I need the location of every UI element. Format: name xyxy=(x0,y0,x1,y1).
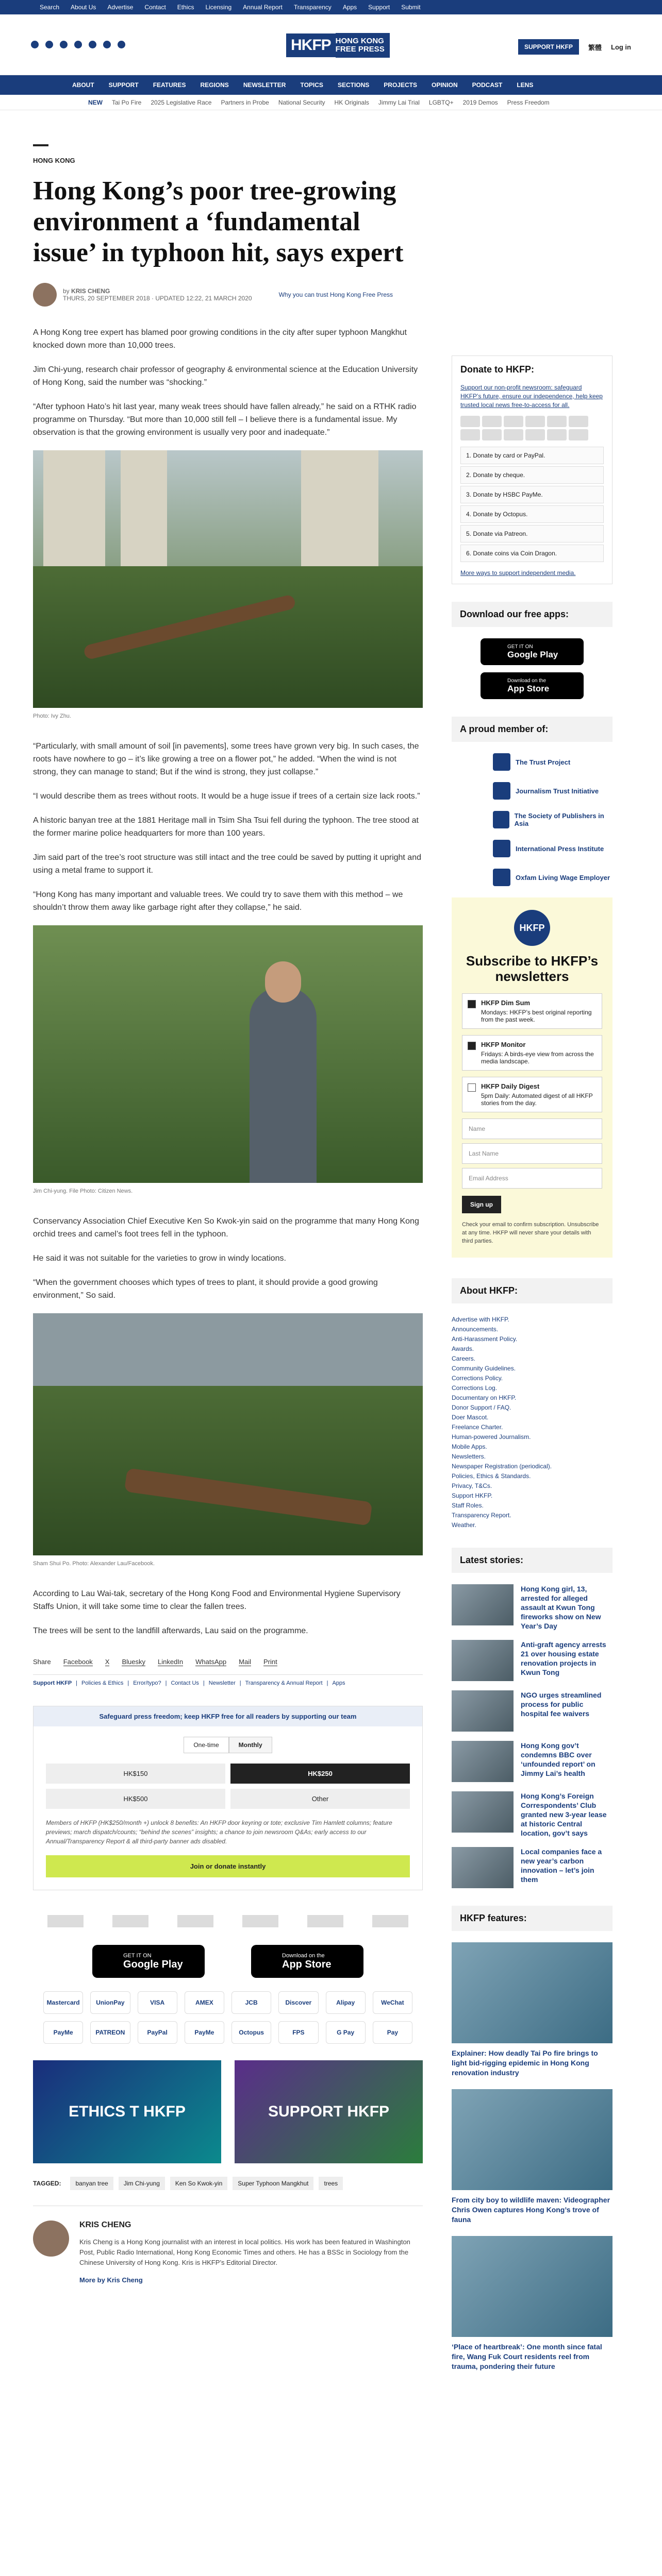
partner-logos xyxy=(33,1906,423,1937)
latest-story[interactable]: NGO urges streamlined process for public hospital fee waivers xyxy=(452,1690,613,1732)
tag[interactable]: Ken So Kwok-yin xyxy=(170,2177,227,2190)
donate-option[interactable]: 5. Donate via Patreon. xyxy=(460,525,604,543)
telegram-icon[interactable] xyxy=(89,41,96,48)
about-link[interactable]: Awards. xyxy=(452,1345,474,1352)
nav-podcast[interactable]: PODCAST xyxy=(472,81,503,89)
payment-logo: PayMe xyxy=(185,2021,224,2044)
google-play-badge[interactable]: GET IT ON Google Play xyxy=(481,638,584,665)
payment-logo: G Pay xyxy=(326,2021,366,2044)
support-promo[interactable]: SUPPORT HKFP xyxy=(235,2060,423,2163)
about-link[interactable]: Newsletters. xyxy=(452,1453,486,1460)
donate-option[interactable]: 4. Donate by Octopus. xyxy=(460,505,604,523)
paragraph: A Hong Kong tree expert has blamed poor growing conditions in the city after super typhoon Mangkhut knocked down more than 10,000 trees. xyxy=(33,328,407,350)
share-x[interactable]: X xyxy=(105,1658,110,1666)
share-label: Share xyxy=(33,1658,51,1666)
apps-link[interactable]: Apps xyxy=(342,4,357,11)
amount-option[interactable]: Other xyxy=(230,1789,410,1809)
one-time-option[interactable]: One-time xyxy=(184,1737,228,1753)
licensing-link[interactable]: Licensing xyxy=(205,4,232,11)
rss-icon[interactable] xyxy=(118,41,125,48)
about-link[interactable]: Transparency Report. xyxy=(452,1512,511,1519)
more-ways-link[interactable]: More ways to support independent media. xyxy=(460,569,576,577)
article-title: Hong Kong’s poor tree-growing environment a ‘fundamental issue’ in typhoon hit, says expert xyxy=(33,176,404,267)
latest-story[interactable]: Anti-graft agency arrests 21 over housing estate renovation projects in Kwun Tong xyxy=(452,1640,613,1681)
tag[interactable]: Super Typhoon Mangkhut xyxy=(233,2177,313,2190)
partner-logo xyxy=(112,1915,148,1927)
category-rule xyxy=(33,144,48,146)
author-box xyxy=(33,2221,423,2284)
monthly-option[interactable]: Monthly xyxy=(229,1737,272,1753)
donate-headline[interactable]: Safeguard press freedom; keep HKFP free for all readers by supporting our team xyxy=(34,1706,422,1726)
tag-list xyxy=(33,2177,423,2206)
byline xyxy=(33,283,423,307)
trending-label: NEW xyxy=(88,98,103,106)
about-title: About HKFP: xyxy=(452,1278,613,1303)
app-badges xyxy=(33,1945,423,1978)
payment-logo: PATREON xyxy=(90,2021,130,2044)
submit-link[interactable]: Submit xyxy=(401,4,421,11)
paragraph: “I would describe them as trees without roots. It would be a huge issue if trees of a certain size lack roots.” xyxy=(33,792,420,801)
trending-bar xyxy=(0,95,662,110)
apps-title: Download our free apps: xyxy=(452,602,613,627)
social-icons xyxy=(31,41,125,48)
payment-logo: PayMe xyxy=(43,2021,83,2044)
article-column xyxy=(33,129,423,2284)
policy-link[interactable]: Newsletter xyxy=(208,1680,236,1686)
frequency-toggle xyxy=(34,1737,422,1753)
nav-sections[interactable]: SECTIONS xyxy=(337,81,370,89)
photo-caption: Sham Shui Po. Photo: Alexander Lau/Facebook. xyxy=(33,1561,155,1567)
policy-link[interactable]: Support HKFP xyxy=(33,1680,72,1686)
tag[interactable]: banyan tree xyxy=(70,2177,113,2190)
about-link[interactable]: Advertise with HKFP. xyxy=(452,1316,509,1323)
donate-intro: Support our non-profit newsroom: safeguard HKFP’s future, ensure our independence, help keep trusted local news free-to-access for all. xyxy=(460,384,603,409)
nav-regions[interactable]: REGIONS xyxy=(200,81,229,89)
about-link[interactable]: Doer Mascot. xyxy=(452,1414,489,1421)
newsletter-option[interactable]: HKFP Daily Digest 5pm Daily: Automated digest of all HKFP stories from the day. xyxy=(462,1077,602,1112)
trending-item[interactable]: LGBTQ+ xyxy=(428,98,454,106)
author-avatar xyxy=(33,283,57,307)
feature-image xyxy=(452,2089,613,2190)
nav-lens[interactable]: LENS xyxy=(517,81,534,89)
hkfp-badge: HKFP xyxy=(514,910,550,946)
checkbox-checked-icon xyxy=(468,1042,476,1050)
nav-newsletter[interactable]: NEWSLETTER xyxy=(243,81,286,89)
payment-logo: VISA xyxy=(138,1991,177,2014)
site-logo[interactable] xyxy=(286,33,390,58)
member-title: A proud member of: xyxy=(452,717,613,742)
about-link[interactable]: Newspaper Registration (periodical). xyxy=(452,1463,552,1470)
story-thumbnail xyxy=(452,1640,514,1681)
feature-story[interactable]: From city boy to wildlife maven: Videographer Chris Owen captures Hong Kong’s trove of fauna xyxy=(452,2089,613,2225)
nav-features[interactable]: FEATURES xyxy=(153,81,186,89)
nav-opinion[interactable]: OPINION xyxy=(431,81,458,89)
member-logo[interactable]: Oxfam Living Wage Employer xyxy=(493,869,613,886)
tags-label: TAGGED: xyxy=(33,2180,61,2187)
paragraph: He said it was not suitable for the varieties to grow in windy locations. xyxy=(33,1254,286,1263)
donate-option[interactable]: 2. Donate by cheque. xyxy=(460,466,604,484)
transparency-link[interactable]: Transparency xyxy=(293,4,332,11)
partner-logo xyxy=(242,1915,278,1927)
ethics-link[interactable]: Ethics xyxy=(177,4,194,11)
about-links xyxy=(452,1315,613,1530)
payment-logo: Alipay xyxy=(326,1991,366,2014)
instagram-icon[interactable] xyxy=(60,41,68,48)
partner-logo xyxy=(47,1915,84,1927)
share-whatsapp[interactable]: WhatsApp xyxy=(195,1658,227,1666)
promo-videos xyxy=(33,2060,423,2163)
paragraph: “When the government chooses which types of trees to plant, it should provide a good growing environment,” So said. xyxy=(33,1278,378,1300)
latest-story[interactable]: Hong Kong’s Foreign Correspondents’ Club granted new 3-year lease at historic Central location, gov’t says xyxy=(452,1791,613,1838)
payment-logo: Octopus xyxy=(231,2021,271,2044)
newsletter-signup xyxy=(452,897,613,1258)
feature-image xyxy=(452,2236,613,2337)
member-benefits: Members of HKFP (HK$250/month +) unlock 8 benefits: An HKFP door keyring or tote; exclusive Tim Hamlett columns; feature previews; march dispatch/counts; “behind the scenes” insights; a chance to join newsroom Q&As; early access to our Annual/Transparency Report & all third-party banner ads disabled. xyxy=(46,1819,392,1845)
amount-option[interactable]: HK$250 xyxy=(230,1764,410,1784)
paragraph: Jim said part of the tree’s root structure was still intact and the tree could be saved by putting it upright and using a metal frame to support it. xyxy=(33,853,421,875)
member-logo[interactable]: Journalism Trust Initiative xyxy=(493,782,613,800)
share-mail[interactable]: Mail xyxy=(239,1658,251,1666)
trending-item[interactable]: National Security xyxy=(278,98,325,106)
google-play-badge[interactable]: GET IT ON Google Play xyxy=(92,1945,205,1978)
author-avatar xyxy=(33,2221,69,2257)
donate-widget xyxy=(33,1706,423,1890)
about-link[interactable]: Announcements. xyxy=(452,1326,499,1333)
about-link[interactable]: Policies, Ethics & Standards. xyxy=(452,1472,531,1480)
trending-item[interactable]: 2025 Legislative Race xyxy=(151,98,212,106)
trending-item[interactable]: Tai Po Fire xyxy=(112,98,142,106)
nav-projects[interactable]: PROJECTS xyxy=(384,81,417,89)
trending-item[interactable]: Jimmy Lai Trial xyxy=(378,98,420,106)
paragraph: “Particularly, with small amount of soil [in pavements], some trees have grown very big. In such cases, the roots have nowhere to go – it’s like growing a tree on a flower pot,” he added. “When the wind is not strong, they can manage to stand; But if the wind is strong, they just collapse.” xyxy=(33,742,419,776)
share-print[interactable]: Print xyxy=(263,1658,277,1666)
donate-option[interactable]: 3. Donate by HSBC PayMe. xyxy=(460,486,604,503)
support-hkfp-button[interactable]: SUPPORT HKFP xyxy=(518,39,579,55)
tag[interactable]: trees xyxy=(319,2177,343,2190)
about-link[interactable]: Careers. xyxy=(452,1355,476,1362)
donate-title: Donate to HKFP: xyxy=(460,364,534,375)
story-thumbnail xyxy=(452,1690,514,1732)
feature-image xyxy=(452,1942,613,2043)
logo-text: HONG KONG FREE PRESS xyxy=(336,33,390,58)
donate-options xyxy=(460,447,604,562)
support-link[interactable]: Support xyxy=(368,4,390,11)
latest-title: Latest stories: xyxy=(452,1548,613,1573)
member-logo[interactable]: The Trust Project xyxy=(493,753,613,771)
site-header xyxy=(0,14,662,75)
article-date: THURS, 20 SEPTEMBER 2018 · UPDATED 12:22, 21 MARCH 2020 xyxy=(63,295,252,302)
about-link[interactable]: Corrections Policy. xyxy=(452,1375,503,1382)
newsletter-option[interactable]: HKFP Dim Sum Mondays: HKFP’s best original reporting from the past week. xyxy=(462,993,602,1029)
card-logos xyxy=(460,416,604,440)
top-utility-bar xyxy=(0,0,662,14)
checkbox-checked-icon xyxy=(468,1000,476,1008)
share-linkedin[interactable]: LinkedIn xyxy=(158,1658,184,1666)
nav-topics[interactable]: TOPICS xyxy=(300,81,323,89)
member-logo[interactable]: International Press Institute xyxy=(493,840,613,857)
nav-support[interactable]: SUPPORT xyxy=(108,81,139,89)
about-link[interactable]: About Us xyxy=(71,4,96,11)
contact-link[interactable]: Contact xyxy=(144,4,166,11)
payment-logo: Discover xyxy=(278,1991,318,2014)
latest-story[interactable]: Local companies face a new year’s carbon innovation – let’s join them xyxy=(452,1847,613,1888)
author-name[interactable]: KRIS CHENG xyxy=(71,287,110,295)
paragraph: The trees will be sent to the landfill afterwards, Lau said on the programme. xyxy=(33,1626,308,1635)
trending-item[interactable]: Partners in Probe xyxy=(221,98,269,106)
signup-note: Check your email to confirm subscription. Unsubscribe at any time. HKFP will never share your details with third parties. xyxy=(462,1222,599,1244)
photo-caption: Jim Chi-yung. File Photo: Citizen News. xyxy=(33,1188,133,1194)
trending-item[interactable]: Press Freedom xyxy=(507,98,550,106)
trending-item[interactable]: 2019 Demos xyxy=(462,98,498,106)
story-thumbnail xyxy=(452,1791,514,1833)
fallen-tree-photo xyxy=(33,450,423,708)
story-thumbnail xyxy=(452,1847,514,1888)
author-bio: Kris Cheng is a Hong Kong journalist with an interest in local politics. His work has been featured in Washington Post, Public Radio International, Hong Kong Economic Times and others. He has a BSSc in Sociology from the Chinese University of Hong Kong. Kris is HKFP’s Editorial Director. xyxy=(79,2238,410,2266)
paragraph: Conservancy Association Chief Executive Ken So Kwok-yin said on the programme that many Hong Kong orchid trees and camel’s foot trees fell in the typhoon. xyxy=(33,1217,419,1239)
story-thumbnail xyxy=(452,1741,514,1782)
payment-logo: JCB xyxy=(231,1991,271,2014)
annual-report-link[interactable]: Annual Report xyxy=(243,4,283,11)
app-store-badge[interactable]: Download on the App Store xyxy=(481,672,584,699)
checkbox-icon xyxy=(468,1083,476,1092)
about-link[interactable]: Privacy, T&Cs. xyxy=(452,1482,492,1489)
payment-logo: UnionPay xyxy=(90,1991,130,2014)
donate-option[interactable]: 1. Donate by card or PayPal. xyxy=(460,447,604,464)
logo-mark: HKFP xyxy=(286,33,336,57)
payment-logo: WeChat xyxy=(373,1991,412,2014)
feature-story[interactable]: ‘Place of heartbreak’: One month since fatal fire, Wang Fuk Court residents reel from trauma, pondering their future xyxy=(452,2236,613,2371)
about-link[interactable]: Community Guidelines. xyxy=(452,1365,516,1372)
youtube-icon[interactable] xyxy=(74,41,82,48)
share-facebook[interactable]: Facebook xyxy=(63,1658,93,1666)
amount-option[interactable]: HK$150 xyxy=(46,1764,225,1784)
latest-story[interactable]: Hong Kong girl, 13, arrested for alleged assault at Kwun Tong fireworks show on New Year’s Day xyxy=(452,1584,613,1631)
donate-sidebar-box xyxy=(452,355,613,584)
about-link[interactable]: Documentary on HKFP. xyxy=(452,1394,517,1401)
photo-caption: Photo: Ivy Zhu. xyxy=(33,713,71,719)
byline-text: by KRIS CHENG THURS, 20 SEPTEMBER 2018 · UPDATED 12:22, 21 MARCH 2020 xyxy=(63,287,252,302)
features-title: HKFP features: xyxy=(452,1906,613,1931)
share-bar xyxy=(33,1649,423,1675)
signup-button[interactable]: Sign up xyxy=(462,1196,501,1213)
category-label[interactable]: HONG KONG xyxy=(33,157,75,164)
payment-logo: Mastercard xyxy=(43,1991,83,2014)
linkedin-icon[interactable] xyxy=(103,41,111,48)
payment-methods xyxy=(33,1986,423,2049)
amount-option[interactable]: HK$500 xyxy=(46,1789,225,1809)
share-bluesky[interactable]: Bluesky xyxy=(122,1658,145,1666)
partner-logo xyxy=(372,1915,408,1927)
more-by-author-link[interactable]: More by Kris Cheng xyxy=(79,2276,143,2284)
policy-link[interactable]: Policies & Ethics xyxy=(81,1680,124,1686)
amount-options xyxy=(34,1764,422,1809)
member-logos xyxy=(452,753,613,886)
partner-logo xyxy=(307,1915,343,1927)
about-link[interactable]: Staff Roles. xyxy=(452,1502,484,1509)
feature-story[interactable]: Explainer: How deadly Tai Po fire brings to light bid-rigging epidemic in Hong Kong renovation industry xyxy=(452,1942,613,2078)
trust-link[interactable]: Why you can trust Hong Kong Free Press xyxy=(278,291,393,298)
latest-story[interactable]: Hong Kong gov’t condemns BBC over ‘unfounded report’ on Jimmy Lai’s health xyxy=(452,1741,613,1782)
policy-link[interactable]: Apps xyxy=(332,1680,345,1686)
join-donate-button[interactable]: Join or donate instantly xyxy=(46,1855,410,1877)
facebook-icon[interactable] xyxy=(31,41,39,48)
paragraph: Jim Chi-yung, research chair professor of geography & environmental science at the Education University of Hong Kong, said the number was “shocking.” xyxy=(33,365,418,387)
about-link[interactable]: Human-powered Journalism. xyxy=(452,1433,531,1440)
partner-logo xyxy=(177,1915,213,1927)
payment-logo: PayPal xyxy=(138,2021,177,2044)
header-actions xyxy=(518,39,631,55)
advertise-link[interactable]: Advertise xyxy=(107,4,134,11)
jim-chi-yung-photo xyxy=(33,925,423,1183)
newsletter-option[interactable]: HKFP Monitor Fridays: A birds-eye view from across the media landscape. xyxy=(462,1035,602,1071)
main-nav xyxy=(0,75,662,95)
policy-link[interactable]: Error/typo? xyxy=(133,1680,161,1686)
paragraph: “Hong Kong has many important and valuable trees. We could try to save them with this method – we shouldn’t throw them away like garbage right after they collapse,” he said. xyxy=(33,890,403,912)
policy-link[interactable]: Transparency & Annual Report xyxy=(245,1680,323,1686)
donate-option[interactable]: 6. Donate coins via Coin Dragon. xyxy=(460,545,604,562)
login-link[interactable]: Log in xyxy=(611,43,631,51)
paragraph: “After typhoon Hato’s hit last year, many weak trees should have fallen already,” he said on a RTHK radio programme on Thursday. “But more than 10,000 still fell – I believe there is a fundamental issue. My observation is that the growing environment is usually very poor and inadequate.” xyxy=(33,402,417,437)
about-link[interactable]: Corrections Log. xyxy=(452,1384,498,1392)
tag[interactable]: Jim Chi-yung xyxy=(119,2177,165,2190)
trending-item[interactable]: HK Originals xyxy=(334,98,369,106)
paragraph: A historic banyan tree at the 1881 Heritage mall in Tsim Sha Tsui fell during the typhoon. The tree stood at the former marine police headquarters for more than 100 years. xyxy=(33,816,419,838)
about-link[interactable]: Weather. xyxy=(452,1521,476,1529)
story-thumbnail xyxy=(452,1584,514,1625)
paragraph: According to Lau Wai-tak, secretary of the Hong Kong Food and Environmental Hygiene Supervisory Staffs Union, it will take some time to clear the fallen trees. xyxy=(33,1589,401,1611)
language-toggle[interactable]: 繁體 xyxy=(588,43,602,52)
search-link[interactable]: Search xyxy=(40,4,60,11)
about-link[interactable]: Anti-Harassment Policy. xyxy=(452,1335,518,1343)
payment-logo: FPS xyxy=(278,2021,318,2044)
payment-logo: Pay xyxy=(373,2021,412,2044)
sidebar xyxy=(452,129,613,2383)
last-name-field[interactable]: Last Name xyxy=(462,1143,602,1164)
about-link[interactable]: Freelance Charter. xyxy=(452,1423,503,1431)
policy-links: Support HKFP | Policies & Ethics | Error/typo? | Contact Us | Newsletter | Transparency & Annual Report | Apps xyxy=(33,1680,345,1686)
nav-about[interactable]: ABOUT xyxy=(72,81,94,89)
about-link[interactable]: Donor Support / FAQ. xyxy=(452,1404,511,1411)
about-link[interactable]: Support HKFP. xyxy=(452,1492,493,1499)
newsletter-title: Subscribe to HKFP’s newsletters xyxy=(466,953,599,984)
email-field[interactable]: Email Address xyxy=(462,1168,602,1189)
author-box-name[interactable]: KRIS CHENG xyxy=(79,2221,131,2229)
policy-link[interactable]: Contact Us xyxy=(171,1680,199,1686)
payment-logo: AMEX xyxy=(185,1991,224,2014)
ethics-promo[interactable]: ETHICS T HKFP xyxy=(33,2060,221,2163)
x-icon[interactable] xyxy=(45,41,53,48)
sham-shui-po-photo xyxy=(33,1313,423,1555)
member-logo[interactable]: The Society of Publishers in Asia xyxy=(493,811,613,828)
about-link[interactable]: Mobile Apps. xyxy=(452,1443,487,1450)
app-store-badge[interactable]: Download on the App Store xyxy=(251,1945,363,1978)
name-field[interactable]: Name xyxy=(462,1118,602,1139)
